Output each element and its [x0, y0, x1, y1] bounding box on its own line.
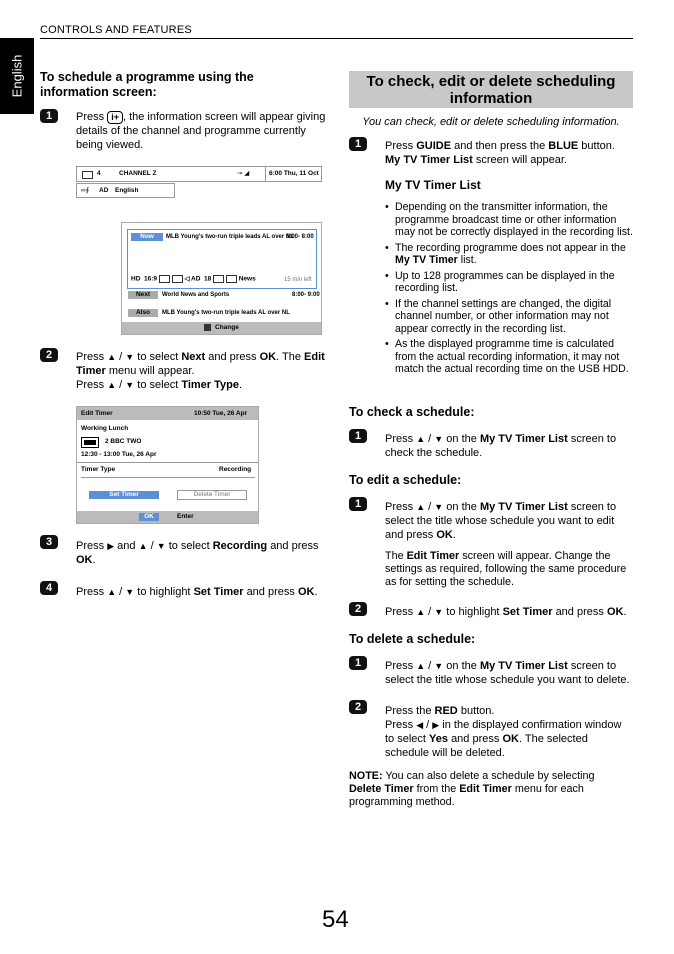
channel-name: CHANNEL Z: [119, 170, 157, 177]
section-header: CONTROLS AND FEATURES: [40, 24, 192, 36]
channel-name: 2 BBC TWO: [105, 438, 142, 445]
left-step4-text: Press ▲ / ▼ to highlight Set Timer and press OK.: [76, 586, 318, 598]
now-title: MLB Young's two-run triple leads AL over NL: [166, 234, 294, 240]
information-screen: [121, 222, 322, 335]
header-rule: [40, 38, 633, 39]
delete-step2-text: Press the RED button. Press ◀ / ▶ in the displayed confirmation window to select Yes and press OK. The selected schedule will be deleted.: [385, 705, 622, 759]
edit-heading: To edit a schedule:: [349, 473, 462, 487]
programme-attributes: HD 16:9 ◁ AD 18 News: [131, 275, 256, 283]
step-badge: 2: [349, 602, 367, 616]
change-button-icon: [204, 324, 211, 331]
schedule-time: 12:30 - 13:00 Tue, 26 Apr: [81, 451, 157, 458]
delete-step1-text: Press ▲ / ▼ on the My TV Timer List screen to select the title whose schedule you want to delete.: [385, 660, 630, 686]
audio-ad: AD: [99, 187, 109, 194]
edit-timer-title: Edit Timer: [81, 410, 113, 417]
tv-icon: [81, 437, 99, 448]
list-item: • Up to 128 programmes can be displayed in the recording list.: [385, 270, 633, 295]
timer-type-label: Timer Type: [81, 466, 116, 473]
step-badge: 1: [349, 429, 367, 443]
language-tab: [0, 38, 34, 114]
step-badge: 2: [40, 348, 58, 362]
time-remaining: 15 min left: [284, 277, 312, 283]
programme-name: Working Lunch: [81, 425, 129, 432]
step-badge: 1: [40, 109, 58, 123]
edit-timer-screen: [76, 406, 259, 524]
language-tab-label: English: [9, 54, 25, 98]
delete-timer-button[interactable]: Delete Timer: [177, 490, 247, 500]
next-label: Next: [128, 291, 158, 299]
timer-type-value[interactable]: Recording: [219, 466, 252, 473]
left-step2-text: Press ▲ / ▼ to select Next and press OK. The Edit Timer menu will appear. Press ▲ / ▼ to select Timer Type.: [76, 351, 325, 391]
channel-number: 4: [97, 170, 101, 177]
check-step-text: Press ▲ / ▼ on the My TV Timer List screen to check the schedule.: [385, 433, 617, 459]
now-label: Now: [131, 233, 163, 241]
now-panel: [127, 229, 317, 289]
step-badge: 3: [40, 535, 58, 549]
next-time: 8:00- 9:00: [292, 292, 320, 298]
edit-timer-footer: [77, 511, 258, 523]
info-bar: [76, 166, 322, 182]
page-number: 54: [322, 906, 349, 933]
timer-list-heading: My TV Timer List: [385, 178, 481, 192]
enter-label: Enter: [177, 513, 194, 520]
right-step1-text: Press GUIDE and then press the BLUE button. My TV Timer List screen will appear.: [385, 140, 615, 166]
info-icon: i+: [107, 111, 123, 124]
edit-note-text: The Edit Timer screen will appear. Change the settings as required, following the same procedure as for setting the schedule.: [385, 550, 627, 588]
left-step1-text: Press i+ , the information screen will appear giving details of the channel and programme currently being viewed.: [76, 111, 326, 151]
edit-timer-titlebar: [77, 407, 258, 420]
step-badge: 1: [349, 137, 367, 151]
info-footer: [122, 322, 321, 334]
set-timer-button[interactable]: Set Timer: [89, 491, 159, 499]
audio-language: English: [115, 187, 139, 194]
delete-heading: To delete a schedule:: [349, 632, 476, 646]
list-item: • Depending on the transmitter information, the programme broadcast time or other information may not be correctly displayed in the recording list.: [385, 201, 633, 239]
step-badge: 2: [349, 700, 367, 714]
left-heading: To schedule a programme using the information screen:: [40, 70, 254, 99]
left-step3-text: Press ▶ and ▲ / ▼ to select Recording and press OK.: [76, 540, 319, 566]
ok-button-icon: OK: [139, 513, 159, 521]
step-badge: 4: [40, 581, 58, 595]
section-banner: To check, edit or delete scheduling information: [349, 71, 633, 108]
timer-list-notes: [385, 201, 633, 379]
signal-icon: ⊸ ◢: [237, 170, 250, 177]
list-item: • As the displayed programme time is calculated from the actual recording information, it may not match the actual recording time on the USB HDD.: [385, 338, 633, 376]
edit-timer-clock: 10:50 Tue, 26 Apr: [194, 410, 248, 417]
step-badge: 1: [349, 497, 367, 511]
change-label: Change: [215, 324, 239, 331]
list-item: • The recording programme does not appear in the My TV Timer list.: [385, 242, 633, 267]
note-text: NOTE: You can also delete a schedule by selecting Delete Timer from the Edit Timer menu for each programming method.: [349, 770, 595, 808]
also-label: Also: [128, 309, 158, 317]
info-bar-time: 6:00 Thu, 11 Oct: [269, 170, 319, 177]
audio-bar: [76, 183, 175, 198]
check-heading: To check a schedule:: [349, 405, 475, 419]
edit-step1-text: Press ▲ / ▼ on the My TV Timer List screen to select the title whose schedule you want to edit and press OK.: [385, 501, 617, 541]
step-badge: 1: [349, 656, 367, 670]
list-item: • If the channel settings are changed, the digital channel number, or other information may not appear correctly in the recording list.: [385, 298, 633, 336]
edit-step2-text: Press ▲ / ▼ to highlight Set Timer and press OK.: [385, 606, 627, 618]
now-time: 6:00- 8:00: [286, 234, 314, 240]
audio-icon: ∞∮: [81, 187, 90, 194]
intro-text: You can check, edit or delete scheduling information.: [362, 116, 620, 128]
tv-icon: [82, 171, 93, 179]
next-title: World News and Sports: [162, 292, 230, 298]
also-title: MLB Young's two-run triple leads AL over NL: [162, 310, 290, 316]
